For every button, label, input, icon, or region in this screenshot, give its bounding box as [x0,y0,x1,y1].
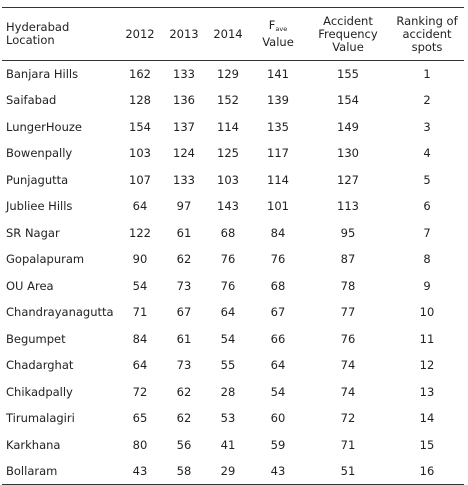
cell-accident-frequency: 74 [340,384,356,399]
cell-accident-frequency: 76 [340,331,356,346]
cell-location: Bollaram [2,458,118,485]
cell-ranking: 4 [423,146,431,161]
table-row [2,458,464,485]
header-2012: 2012 [118,8,162,61]
header-rank-line1: Ranking of [396,13,458,28]
cell-fave: 101 [267,199,289,214]
header-ranking [390,8,464,61]
cell-2012: 84 [132,331,148,346]
cell-2012: 162 [129,67,151,81]
cell-accident-frequency: 72 [340,411,356,426]
cell-ranking: 8 [423,252,431,267]
table-row [2,299,464,326]
cell-accident-frequency: 127 [337,172,359,187]
cell-2012: 64 [132,358,148,373]
cell-fave: 59 [270,437,286,452]
cell-2013: 133 [173,172,195,187]
cell-2014: 76 [220,252,236,267]
header-location-line2: Location [6,33,55,47]
header-fave-main: F [268,18,276,32]
cell-location: Chikadpally [6,384,73,399]
header-rank-line2: accident [402,26,452,41]
header-location-line1: Hyderabad [6,20,70,34]
header-afv-line3: Value [332,39,364,54]
cell-accident-frequency: 78 [340,278,356,293]
cell-2012: 103 [129,146,151,161]
table-row [2,140,464,167]
cell-2013: 67 [176,305,192,320]
cell-2014: 29 [206,458,250,485]
cell-fave: 139 [267,93,289,108]
table-row [2,193,464,220]
table-body [2,61,464,485]
cell-location: LungerHouze [6,119,82,134]
cell-ranking: 13 [419,384,435,399]
cell-ranking: 3 [423,119,431,134]
cell-2013: 73 [176,278,192,293]
cell-2012: 64 [132,199,148,214]
cell-ranking: 11 [419,331,435,346]
cell-fave: 114 [267,172,289,187]
cell-2012: 107 [129,172,151,187]
cell-2013: 137 [173,119,195,134]
cell-2013: 56 [176,437,192,452]
cell-accident-frequency: 71 [340,437,356,452]
cell-2013: 73 [176,358,192,373]
cell-2014: 54 [220,331,236,346]
cell-2012: 72 [132,384,148,399]
table-row [2,114,464,141]
cell-ranking: 10 [419,305,435,320]
table-row [2,405,464,432]
table-row [2,352,464,379]
cell-2013: 58 [162,458,206,485]
header-afv-line1: Accident [323,13,373,28]
cell-2012: 80 [132,437,148,452]
cell-ranking: 9 [423,278,431,293]
table-row [2,273,464,300]
cell-location: Begumpet [6,331,66,346]
cell-location: Chadarghat [6,358,74,373]
cell-location: Karkhana [6,437,61,452]
header-fave-value: Value [262,35,294,49]
header-2013: 2013 [162,8,206,61]
cell-accident-frequency: 95 [340,225,356,240]
table-row [2,167,464,194]
cell-2013: 136 [173,93,195,108]
header-fave-sub: ave [275,25,288,33]
cell-2014: 41 [220,437,236,452]
table-header [2,8,464,61]
cell-accident-frequency: 87 [340,252,356,267]
cell-2014: 125 [217,146,239,161]
cell-2014: 152 [217,93,239,108]
cell-2012: 71 [132,305,148,320]
cell-2012: 122 [129,225,151,240]
cell-2013: 124 [173,146,195,161]
cell-2014: 53 [220,411,236,426]
cell-fave: 54 [270,384,286,399]
table-row [2,379,464,406]
cell-fave: 135 [267,119,289,134]
cell-location: Chandrayanagutta [6,305,114,320]
cell-accident-frequency: 77 [340,305,356,320]
cell-2012: 54 [132,278,148,293]
cell-ranking: 7 [423,225,431,240]
cell-accident-frequency: 155 [337,67,359,81]
cell-ranking: 16 [390,458,464,485]
cell-location: Tirumalagiri [6,411,75,426]
cell-fave: 141 [267,67,289,81]
cell-location: OU Area [6,278,54,293]
cell-accident-frequency: 74 [340,358,356,373]
cell-ranking: 6 [423,199,431,214]
cell-2014: 68 [220,225,236,240]
cell-ranking: 1 [423,67,431,81]
header-afv-line2: Frequency [318,26,378,41]
cell-accident-frequency: 154 [337,93,359,108]
cell-2013: 62 [176,252,192,267]
cell-fave: 76 [270,252,286,267]
cell-2013: 133 [173,67,195,81]
cell-2014: 64 [220,305,236,320]
cell-fave: 43 [250,458,306,485]
cell-fave: 66 [270,331,286,346]
cell-accident-frequency: 149 [337,119,359,134]
cell-fave: 68 [270,278,286,293]
header-location [2,8,118,61]
cell-2014: 76 [220,278,236,293]
cell-accident-frequency: 130 [337,146,359,161]
cell-ranking: 2 [423,93,431,108]
cell-2012: 128 [129,93,151,108]
cell-2012: 43 [118,458,162,485]
header-2014: 2014 [206,8,250,61]
cell-fave: 60 [270,411,286,426]
cell-location: Bowenpally [6,146,73,161]
cell-2014: 143 [217,199,239,214]
cell-location: Banjara Hills [6,67,79,81]
cell-2014: 103 [217,172,239,187]
header-accident-frequency [306,8,390,61]
cell-2013: 61 [176,225,192,240]
cell-2012: 65 [132,411,148,426]
header-fave [250,8,306,61]
cell-2014: 28 [220,384,236,399]
cell-location: Jubliee Hills [6,199,73,214]
cell-accident-frequency: 51 [306,458,390,485]
table-row [2,246,464,273]
cell-2013: 61 [176,331,192,346]
cell-2013: 62 [176,411,192,426]
cell-location: Saifabad [6,93,57,108]
table-row [2,432,464,459]
table-row [2,326,464,353]
cell-2012: 154 [129,119,151,134]
accident-table [2,7,464,485]
cell-ranking: 12 [419,358,435,373]
cell-fave: 84 [270,225,286,240]
cell-2013: 97 [176,199,192,214]
cell-2013: 62 [176,384,192,399]
cell-location: Punjagutta [6,172,69,187]
table-row [2,220,464,247]
header-row [2,8,464,61]
cell-2014: 129 [217,67,239,81]
cell-2012: 90 [132,252,148,267]
table-row [2,61,464,88]
table-row [2,87,464,114]
cell-ranking: 14 [419,411,435,426]
cell-location: SR Nagar [6,225,60,240]
cell-ranking: 5 [423,172,431,187]
cell-fave: 67 [270,305,286,320]
cell-2014: 55 [220,358,236,373]
header-rank-line3: spots [411,39,443,54]
cell-ranking: 15 [419,437,435,452]
cell-location: Gopalapuram [6,252,85,267]
cell-fave: 117 [267,146,289,161]
cell-fave: 64 [270,358,286,373]
cell-accident-frequency: 113 [337,199,359,214]
cell-2014: 114 [217,119,239,134]
